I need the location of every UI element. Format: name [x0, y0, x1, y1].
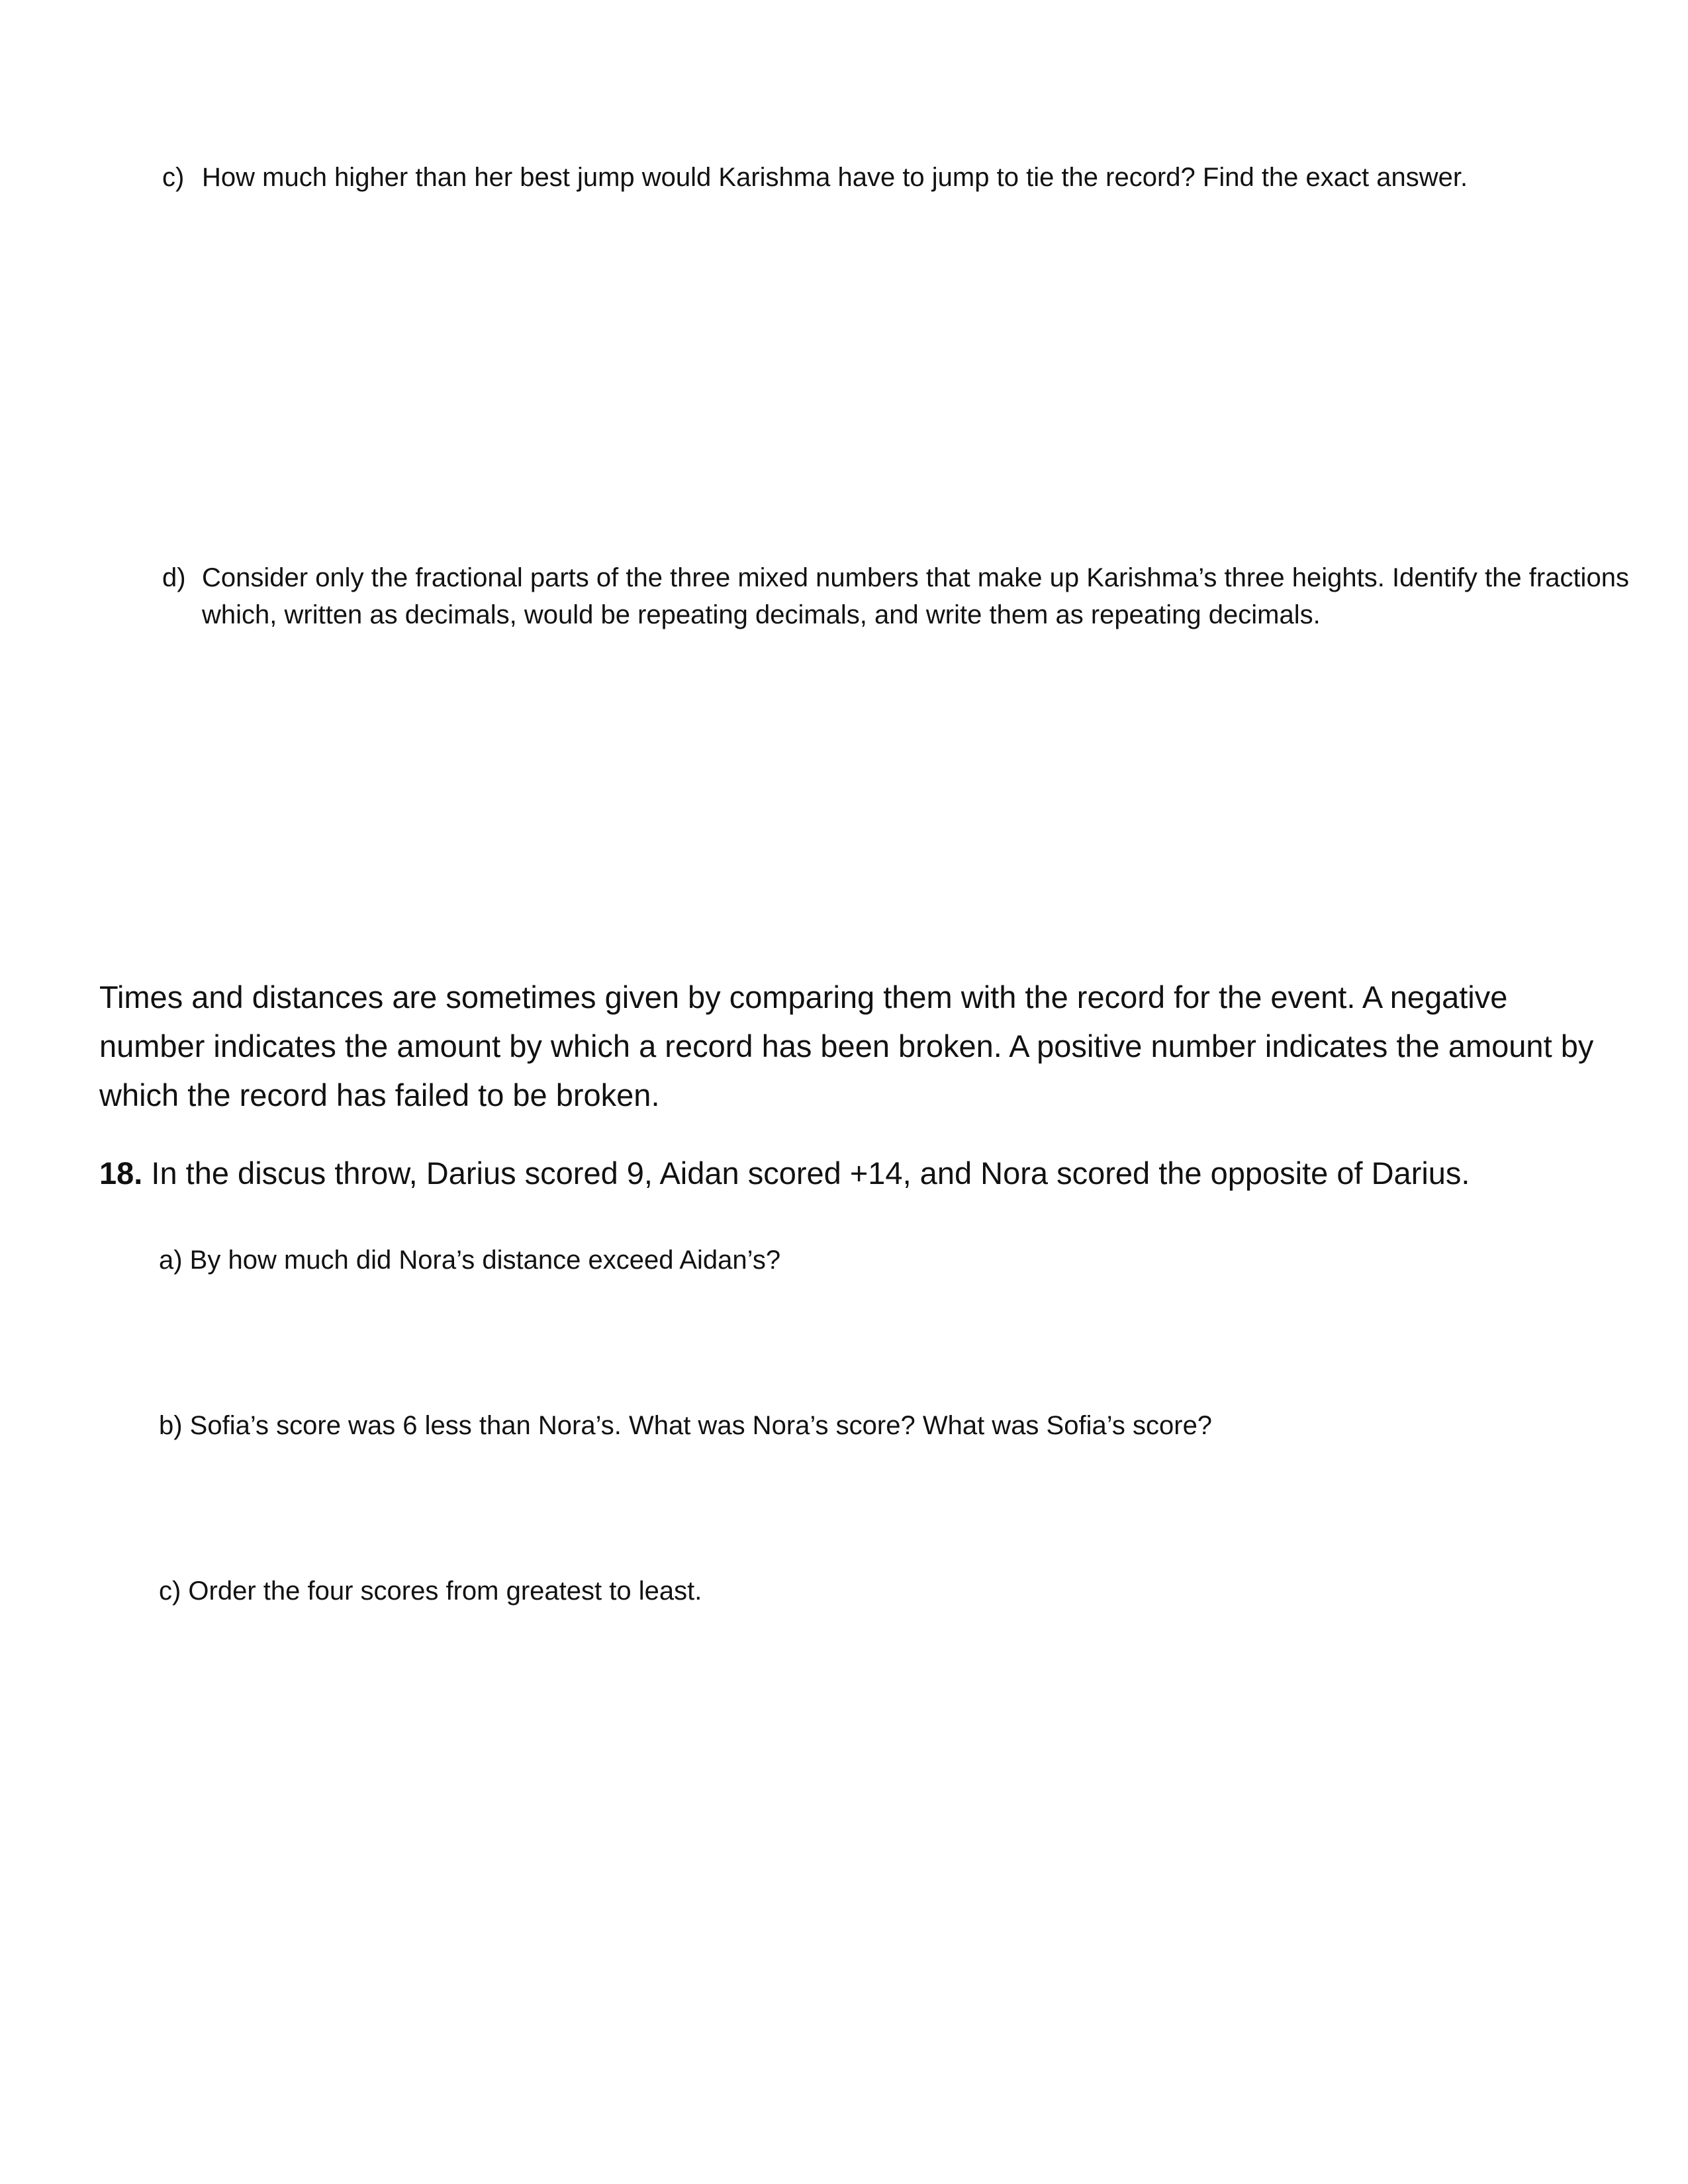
question-stem-text: In the discus throw, Darius scored 9, Aidan scored +14, and Nora scored the opposite of Darius. [151, 1156, 1470, 1191]
question-number: 18. [99, 1156, 143, 1191]
part-text: How much higher than her best jump would Karishma have to jump to tie the record? Find the exact answer. [202, 163, 1468, 192]
question-17-part-c [162, 159, 1632, 196]
part-text: Consider only the fractional parts of the three mixed numbers that make up Karishma’s three heights. Identify the fractions which, written as decimals, would be repeating decimals, and write them as repeating decimals. [202, 563, 1629, 629]
question-18-stem [99, 1152, 1595, 1195]
intro-paragraph: Times and distances are sometimes given by comparing them with the record for the event. A negative number indicates the amount by which a record has been broken. A positive number indicates the amount by which the record has failed to be broken. [99, 979, 1594, 1113]
question-18-part-c: c) Order the four scores from greatest to least. [159, 1576, 702, 1606]
question-18-part-a: a) By how much did Nora’s distance exceed Aidan’s? [159, 1246, 781, 1275]
question-17-part-d [162, 559, 1632, 633]
part-label: c) [162, 163, 185, 192]
part-label: d) [162, 563, 186, 592]
question-18-part-b: b) Sofia’s score was 6 less than Nora’s. What was Nora’s score? What was Sofia’s score? [159, 1411, 1213, 1440]
